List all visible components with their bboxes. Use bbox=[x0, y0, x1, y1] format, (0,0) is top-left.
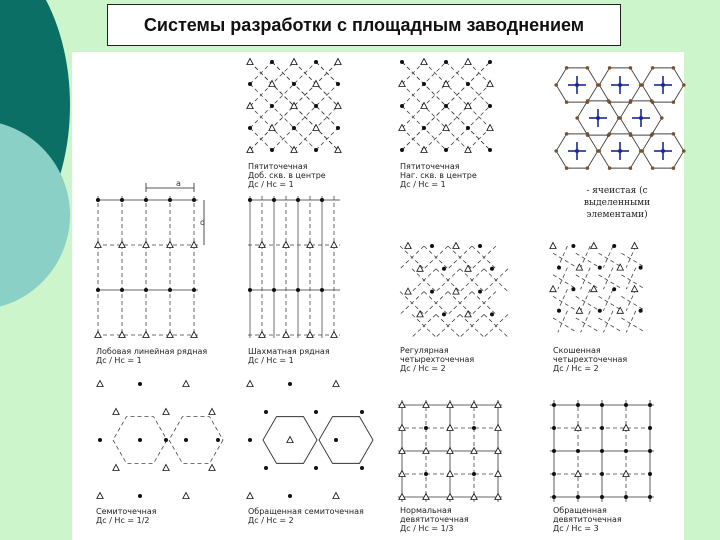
pattern-line bbox=[599, 253, 623, 267]
cell-vertex-well bbox=[651, 132, 655, 136]
injection-well bbox=[495, 448, 501, 454]
production-well bbox=[430, 244, 434, 248]
injection-well bbox=[143, 332, 149, 338]
slide-title: Системы разработки с площадным заводнением bbox=[143, 14, 585, 35]
cell-vertex-well bbox=[629, 99, 633, 103]
cell-center-well bbox=[575, 83, 579, 87]
production-well bbox=[96, 288, 100, 292]
pattern-hexagon bbox=[169, 417, 223, 464]
production-well bbox=[600, 495, 604, 499]
cell-vertex-well bbox=[586, 66, 590, 70]
injection-well bbox=[495, 471, 501, 477]
production-well bbox=[314, 60, 318, 64]
production-well bbox=[424, 472, 428, 476]
pattern-line bbox=[553, 275, 577, 289]
caption-five-spot-center-injection bbox=[400, 162, 477, 189]
injection-well bbox=[623, 425, 629, 431]
caption-line: девятиточечная bbox=[553, 515, 622, 524]
production-well bbox=[334, 438, 338, 442]
caption-line: Скошенная bbox=[553, 346, 601, 355]
production-well bbox=[478, 290, 482, 294]
injection-well bbox=[623, 471, 629, 477]
production-well bbox=[314, 466, 318, 470]
caption-line: Наг. скв. в центре bbox=[400, 171, 477, 180]
injection-well bbox=[423, 448, 429, 454]
cell-center-well bbox=[618, 149, 622, 153]
production-well bbox=[320, 288, 324, 292]
caption-line: девятиточечная bbox=[400, 515, 469, 524]
pattern-line bbox=[250, 62, 272, 84]
production-well bbox=[288, 494, 292, 498]
injection-well bbox=[287, 437, 293, 443]
injection-well bbox=[191, 332, 197, 338]
production-well bbox=[552, 495, 556, 499]
cell-vertex-well bbox=[608, 132, 612, 136]
production-well bbox=[270, 148, 274, 152]
production-well bbox=[288, 382, 292, 386]
production-well bbox=[272, 288, 276, 292]
cell-vertex-well bbox=[618, 116, 622, 120]
pattern-line bbox=[553, 296, 577, 310]
injection-well bbox=[399, 494, 405, 500]
caption-inverted-nine-spot bbox=[553, 506, 622, 533]
production-well bbox=[400, 104, 404, 108]
injection-well bbox=[247, 381, 253, 387]
injection-well bbox=[269, 125, 275, 131]
injection-well bbox=[447, 494, 453, 500]
injection-well bbox=[576, 264, 582, 270]
injection-well bbox=[119, 332, 125, 338]
injection-well bbox=[183, 493, 189, 499]
dimension-d-label: d bbox=[200, 218, 206, 227]
injection-well bbox=[119, 242, 125, 248]
injection-well bbox=[423, 494, 429, 500]
injection-well bbox=[331, 242, 337, 248]
cell-vertex-well bbox=[597, 149, 601, 153]
cell-vertex-well bbox=[672, 66, 676, 70]
injection-well bbox=[453, 288, 459, 294]
pattern-line bbox=[621, 318, 645, 332]
production-well bbox=[478, 244, 482, 248]
cell-vertex-well bbox=[608, 166, 612, 170]
injection-well bbox=[95, 332, 101, 338]
production-well bbox=[639, 309, 643, 313]
production-well bbox=[442, 312, 446, 316]
production-well bbox=[488, 148, 492, 152]
injection-well bbox=[465, 59, 471, 65]
caption-line: Дс / Нс = 2 bbox=[553, 364, 599, 373]
injection-well bbox=[495, 402, 501, 408]
cell-vertex-well bbox=[565, 66, 569, 70]
cell-vertex-well bbox=[651, 166, 655, 170]
production-well bbox=[400, 148, 404, 152]
caption-line: Дс / Нс = 1 bbox=[248, 356, 294, 365]
cellular-note-line: - ячеистая (с выделенными bbox=[583, 186, 651, 208]
injection-well bbox=[163, 465, 169, 471]
injection-well bbox=[591, 243, 597, 249]
cell-vertex-well bbox=[586, 132, 590, 136]
production-well bbox=[557, 266, 561, 270]
production-well bbox=[184, 438, 188, 442]
production-well bbox=[552, 403, 556, 407]
pattern-line bbox=[621, 275, 645, 289]
production-well bbox=[624, 449, 628, 453]
production-well bbox=[600, 472, 604, 476]
pattern-line bbox=[402, 62, 424, 84]
cell-vertex-well bbox=[651, 66, 655, 70]
production-well bbox=[144, 288, 148, 292]
production-well bbox=[624, 403, 628, 407]
caption-line: Дс / Нс = 1/2 bbox=[96, 516, 150, 525]
pattern-line bbox=[599, 275, 623, 289]
cell-center-well bbox=[575, 149, 579, 153]
injection-well bbox=[331, 332, 337, 338]
injection-well bbox=[631, 243, 637, 249]
cell-vertex-well bbox=[565, 132, 569, 136]
production-well bbox=[264, 466, 268, 470]
caption-seven-spot bbox=[96, 507, 157, 525]
cell-vertex-well bbox=[608, 66, 612, 70]
injection-well bbox=[417, 311, 423, 317]
production-well bbox=[144, 198, 148, 202]
pattern-line bbox=[599, 296, 623, 310]
pattern-line bbox=[553, 253, 577, 267]
injection-well bbox=[259, 242, 265, 248]
production-well bbox=[192, 198, 196, 202]
caption-line-row bbox=[96, 347, 207, 365]
injection-well bbox=[550, 286, 556, 292]
cell-vertex-well bbox=[554, 149, 558, 153]
injection-well bbox=[191, 242, 197, 248]
production-well bbox=[648, 495, 652, 499]
pattern-line bbox=[621, 296, 645, 310]
injection-well bbox=[283, 242, 289, 248]
injection-well bbox=[471, 402, 477, 408]
injection-well bbox=[259, 332, 265, 338]
production-well bbox=[296, 198, 300, 202]
production-well bbox=[472, 426, 476, 430]
injection-well bbox=[313, 125, 319, 131]
production-well bbox=[598, 266, 602, 270]
cell-vertex-well bbox=[640, 83, 644, 87]
injection-well bbox=[631, 286, 637, 292]
pattern-line bbox=[553, 318, 577, 332]
caption-line: Доб. скв. в центре bbox=[248, 171, 326, 180]
injection-well bbox=[399, 471, 405, 477]
production-well bbox=[98, 438, 102, 442]
pattern-line bbox=[576, 318, 600, 332]
cell-vertex-well bbox=[672, 100, 676, 104]
production-well bbox=[248, 82, 252, 86]
pattern-line bbox=[576, 275, 600, 289]
caption-line: Дс / Нс = 2 bbox=[400, 364, 446, 373]
injection-well bbox=[465, 311, 471, 317]
injection-well bbox=[399, 448, 405, 454]
cell-vertex-well bbox=[682, 83, 686, 87]
injection-well bbox=[269, 81, 275, 87]
production-well bbox=[552, 426, 556, 430]
injection-well bbox=[209, 465, 215, 471]
injection-well bbox=[487, 81, 493, 87]
production-well bbox=[248, 198, 252, 202]
injection-well bbox=[471, 494, 477, 500]
production-well bbox=[272, 198, 276, 202]
injection-well bbox=[465, 265, 471, 271]
production-well bbox=[598, 309, 602, 313]
production-well bbox=[360, 466, 364, 470]
cell-vertex-well bbox=[554, 83, 558, 87]
cell-vertex-well bbox=[597, 83, 601, 87]
caption-inverted-seven-spot bbox=[248, 507, 364, 525]
injection-well bbox=[247, 493, 253, 499]
production-well bbox=[576, 403, 580, 407]
production-well bbox=[314, 148, 318, 152]
injection-well bbox=[335, 59, 341, 65]
production-well bbox=[248, 438, 252, 442]
injection-well bbox=[399, 425, 405, 431]
caption-line: Шахматная рядная bbox=[248, 347, 330, 356]
caption-line: Пятиточечная bbox=[400, 162, 460, 171]
production-well bbox=[472, 472, 476, 476]
production-well bbox=[624, 495, 628, 499]
production-well bbox=[648, 426, 652, 430]
production-well bbox=[488, 60, 492, 64]
caption-staggered-row bbox=[248, 347, 330, 365]
production-well bbox=[168, 198, 172, 202]
injection-well bbox=[95, 242, 101, 248]
production-well bbox=[576, 495, 580, 499]
caption-line: Семиточечная bbox=[96, 507, 157, 516]
production-well bbox=[120, 198, 124, 202]
production-well bbox=[552, 472, 556, 476]
injection-well bbox=[291, 59, 297, 65]
production-well bbox=[296, 288, 300, 292]
production-well bbox=[192, 288, 196, 292]
caption-line: Регулярная bbox=[400, 346, 449, 355]
production-well bbox=[557, 309, 561, 313]
caption-line: Дс / Нс = 1 bbox=[400, 180, 446, 189]
injection-well bbox=[423, 402, 429, 408]
injection-well bbox=[307, 242, 313, 248]
injection-well bbox=[163, 409, 169, 415]
production-well bbox=[320, 198, 324, 202]
cellular-note-line: элементами) bbox=[586, 210, 648, 220]
caption-line: Дс / Нс = 1 bbox=[248, 180, 294, 189]
production-well bbox=[422, 126, 426, 130]
production-well bbox=[488, 104, 492, 108]
caption-line: Дс / Нс = 3 bbox=[553, 524, 599, 533]
production-well bbox=[292, 82, 296, 86]
production-well bbox=[314, 104, 318, 108]
production-well bbox=[612, 244, 616, 248]
injection-well bbox=[471, 448, 477, 454]
caption-line: Лобовая линейная рядная bbox=[96, 347, 208, 356]
caption-line: Дс / Нс = 1 bbox=[96, 356, 142, 365]
production-well bbox=[270, 104, 274, 108]
production-well bbox=[248, 288, 252, 292]
production-well bbox=[639, 266, 643, 270]
injection-well bbox=[113, 409, 119, 415]
production-well bbox=[571, 287, 575, 291]
injection-well bbox=[495, 494, 501, 500]
cell-vertex-well bbox=[565, 100, 569, 104]
cell-vertex-well bbox=[672, 166, 676, 170]
production-well bbox=[314, 410, 318, 414]
injection-well bbox=[447, 402, 453, 408]
production-well bbox=[552, 449, 556, 453]
injection-well bbox=[487, 125, 493, 131]
production-well bbox=[270, 60, 274, 64]
injection-well bbox=[313, 81, 319, 87]
injection-well bbox=[167, 242, 173, 248]
production-well bbox=[138, 494, 142, 498]
production-well bbox=[248, 126, 252, 130]
caption-line: Дс / Нс = 2 bbox=[248, 516, 294, 525]
production-well bbox=[444, 60, 448, 64]
injection-well bbox=[209, 409, 215, 415]
production-well bbox=[292, 126, 296, 130]
caption-line: Дс / Нс = 1/3 bbox=[400, 524, 454, 533]
cell-vertex-well bbox=[660, 116, 664, 120]
production-well bbox=[120, 288, 124, 292]
injection-well bbox=[283, 332, 289, 338]
production-well bbox=[612, 287, 616, 291]
caption-line: Нормальная bbox=[400, 506, 452, 515]
injection-well bbox=[143, 242, 149, 248]
injection-well bbox=[333, 493, 339, 499]
injection-well bbox=[97, 493, 103, 499]
production-well bbox=[576, 449, 580, 453]
injection-well bbox=[399, 402, 405, 408]
production-well bbox=[264, 410, 268, 414]
injection-well bbox=[417, 265, 423, 271]
caption-nine-spot bbox=[400, 506, 469, 533]
cell-center-well bbox=[639, 116, 643, 120]
production-well bbox=[466, 126, 470, 130]
cell-vertex-well bbox=[565, 166, 569, 170]
injection-well bbox=[97, 381, 103, 387]
production-well bbox=[400, 60, 404, 64]
production-well bbox=[216, 438, 220, 442]
production-well bbox=[648, 449, 652, 453]
cell-vertex-well bbox=[629, 66, 633, 70]
cell-vertex-well bbox=[672, 132, 676, 136]
injection-well bbox=[247, 59, 253, 65]
production-well bbox=[360, 410, 364, 414]
cell-vertex-well bbox=[586, 166, 590, 170]
production-well bbox=[422, 82, 426, 86]
injection-well bbox=[447, 448, 453, 454]
production-well bbox=[600, 426, 604, 430]
injection-well bbox=[447, 425, 453, 431]
cell-vertex-well bbox=[607, 99, 611, 103]
caption-line: четырехточечная bbox=[553, 355, 628, 364]
caption-line: Обращенная bbox=[553, 506, 607, 515]
injection-well bbox=[550, 243, 556, 249]
cell-vertex-well bbox=[586, 99, 590, 103]
injection-well bbox=[167, 332, 173, 338]
injection-well bbox=[453, 243, 459, 249]
production-well bbox=[138, 382, 142, 386]
production-well bbox=[600, 403, 604, 407]
pattern-line bbox=[621, 253, 645, 267]
injection-well bbox=[333, 381, 339, 387]
production-well bbox=[444, 148, 448, 152]
injection-well bbox=[405, 288, 411, 294]
production-well bbox=[648, 472, 652, 476]
caption-line: Пятиточечная bbox=[248, 162, 308, 171]
production-well bbox=[96, 198, 100, 202]
production-well bbox=[424, 426, 428, 430]
injection-well bbox=[307, 332, 313, 338]
cell-center-well bbox=[661, 149, 665, 153]
cell-center-well bbox=[596, 116, 600, 120]
cell-center-well bbox=[618, 83, 622, 87]
injection-well bbox=[113, 465, 119, 471]
injection-well bbox=[183, 381, 189, 387]
cell-center-well bbox=[661, 83, 665, 87]
cell-vertex-well bbox=[640, 149, 644, 153]
production-well bbox=[336, 82, 340, 86]
injection-well bbox=[576, 307, 582, 313]
caption-five-spot-center-production bbox=[248, 162, 326, 189]
pattern-hexagon bbox=[319, 417, 373, 464]
pattern-line bbox=[599, 318, 623, 332]
dimension-a-label: a bbox=[176, 179, 181, 188]
production-well bbox=[138, 438, 142, 442]
production-well bbox=[466, 82, 470, 86]
production-well bbox=[571, 244, 575, 248]
injection-well bbox=[575, 425, 581, 431]
cell-vertex-well bbox=[682, 149, 686, 153]
cell-vertex-well bbox=[575, 116, 579, 120]
production-well bbox=[168, 288, 172, 292]
caption-regular-four-spot bbox=[400, 346, 474, 373]
injection-well bbox=[447, 471, 453, 477]
production-well bbox=[430, 290, 434, 294]
injection-well bbox=[421, 59, 427, 65]
cell-vertex-well bbox=[629, 166, 633, 170]
cell-vertex-well bbox=[650, 99, 654, 103]
production-well bbox=[490, 312, 494, 316]
cell-vertex-well bbox=[629, 132, 633, 136]
production-well bbox=[336, 126, 340, 130]
production-well bbox=[442, 267, 446, 271]
injection-well bbox=[405, 243, 411, 249]
cellular-note bbox=[553, 185, 681, 221]
caption-line: четырехточечная bbox=[400, 355, 475, 364]
production-well bbox=[490, 267, 494, 271]
production-well bbox=[600, 449, 604, 453]
production-well bbox=[444, 104, 448, 108]
caption-skewed-four-spot bbox=[553, 346, 627, 373]
injection-well bbox=[421, 103, 427, 109]
injection-well bbox=[495, 425, 501, 431]
injection-well bbox=[575, 471, 581, 477]
caption-line: Обращенная семиточечная bbox=[248, 507, 364, 516]
production-well bbox=[648, 403, 652, 407]
production-well bbox=[164, 438, 168, 442]
